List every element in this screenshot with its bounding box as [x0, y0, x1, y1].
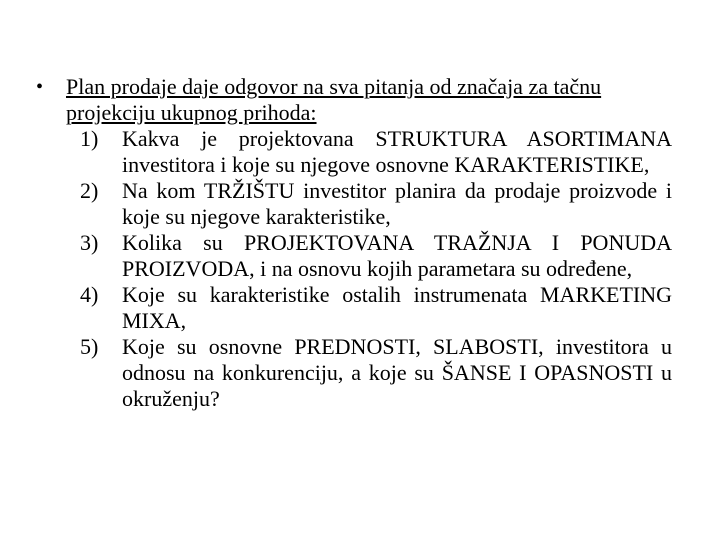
list-item-number: 5): [80, 334, 99, 359]
list-item-text: Kakva je projektovana STRUKTURA ASORTIMANA investitora i koje su njegove osnovne KARAKTERISTIKE,: [122, 126, 672, 177]
list-item-number: 1): [80, 126, 99, 151]
list-item-text: Koje su osnovne PREDNOSTI, SLABOSTI, investitora u odnosu na konkurenciju, a koje su ŠANSE I OPASNOSTI u okruženju?: [122, 334, 672, 411]
list-item-number: 3): [80, 230, 99, 255]
list-item-number: 2): [80, 178, 99, 203]
list-item-text: Na kom TRŽIŠTU investitor planira da prodaje proizvode i koje su njegove karakteristike,: [122, 178, 672, 229]
bullet-point: [36, 74, 672, 126]
bullet-icon: •: [36, 76, 44, 98]
numbered-list: [36, 126, 672, 412]
list-item-text: Koje su karakteristike ostalih instrumenata MARKETING MIXA,: [122, 282, 672, 333]
list-item: [36, 178, 672, 230]
slide-content: [36, 74, 672, 412]
list-item: [36, 282, 672, 334]
list-item-number: 4): [80, 282, 99, 307]
list-item: [36, 334, 672, 412]
list-item: [36, 230, 672, 282]
list-item-text: Kolika su PROJEKTOVANA TRAŽNJA I PONUDA PROIZVODA, i na osnovu kojih parametara su određene,: [122, 230, 672, 281]
list-item: [36, 126, 672, 178]
bullet-text: Plan prodaje daje odgovor na sva pitanja od značaja za tačnu projekciju ukupnog prihoda:: [66, 74, 602, 125]
